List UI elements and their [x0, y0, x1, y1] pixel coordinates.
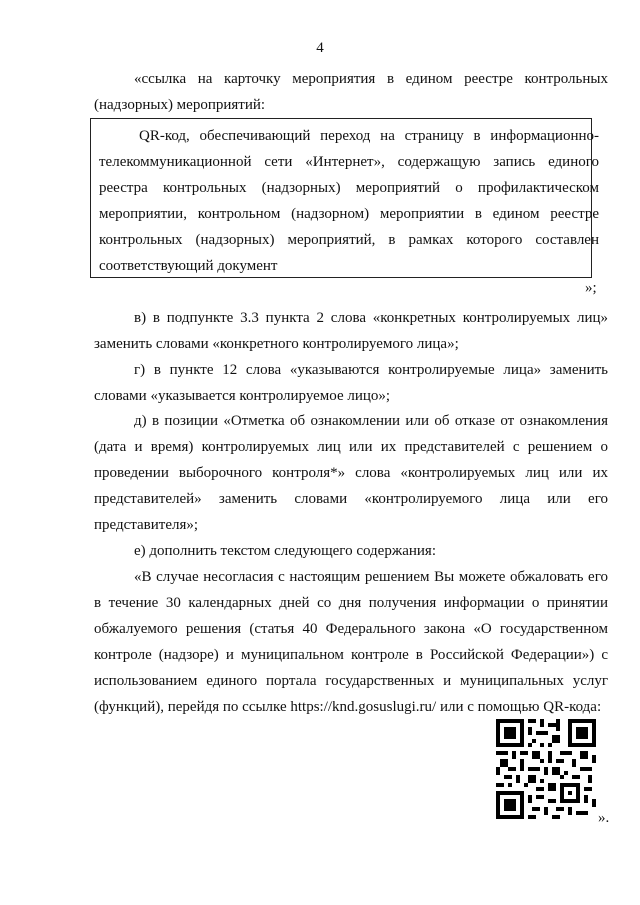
box-closing-mark: »;	[585, 280, 597, 296]
quote-closing-mark: ».	[598, 810, 610, 826]
item-g-paragraph: г) в пункте 12 слова «указываются контролируемые лица» заменить словами «указывается контролируемое лицо»;	[94, 362, 608, 404]
item-v-paragraph: в) в подпункте 3.3 пункта 2 слова «конкретных контролируемых лиц» заменить словами «конкретного контролируемого лица»;	[94, 310, 608, 352]
intro-paragraph: «ссылка на карточку мероприятия в едином реестре контрольных (надзорных) мероприятий:	[94, 71, 608, 113]
item-d-paragraph: д) в позиции «Отметка об ознакомлении или об отказе от ознакомления (дата и время) контролируемых лиц или их представителей с решением о проведении выборочного контроля*» слова «контролируемых лиц или их представителей» заменить словами «контролируемого лица или его представителя»;	[94, 413, 608, 533]
qr-code-icon	[496, 719, 596, 819]
page-number: 4	[316, 40, 324, 56]
boxed-paragraph: QR-код, обеспечивающий переход на страницу в информационно-телекоммуникационной сети «Интернет», содержащую запись единого реестра контрольных (надзорных) мероприятий о профилактическом мероприятии, контрольном (надзорном) мероприятии в едином реестре контрольных (надзорных) мероприятий, в рамках которого составлен соответствующий документ	[99, 128, 599, 274]
quote-paragraph: «В случае несогласия с настоящим решением Вы можете обжаловать его в течение 30 календарных дней со дня получения информации о принятии обжалуемого решения (статья 40 Федерального закона «О государственном контроле (надзоре) и муниципальном контроле в Российской Федерации») с использованием единого портала государственных и муниципальных услуг (функций), перейдя по ссылке https://knd.gosuslugi.ru/ или с помощью QR-кода:	[94, 569, 608, 715]
item-e-paragraph: е) дополнить текстом следующего содержания:	[134, 543, 436, 559]
boxed-text-frame	[90, 118, 599, 278]
